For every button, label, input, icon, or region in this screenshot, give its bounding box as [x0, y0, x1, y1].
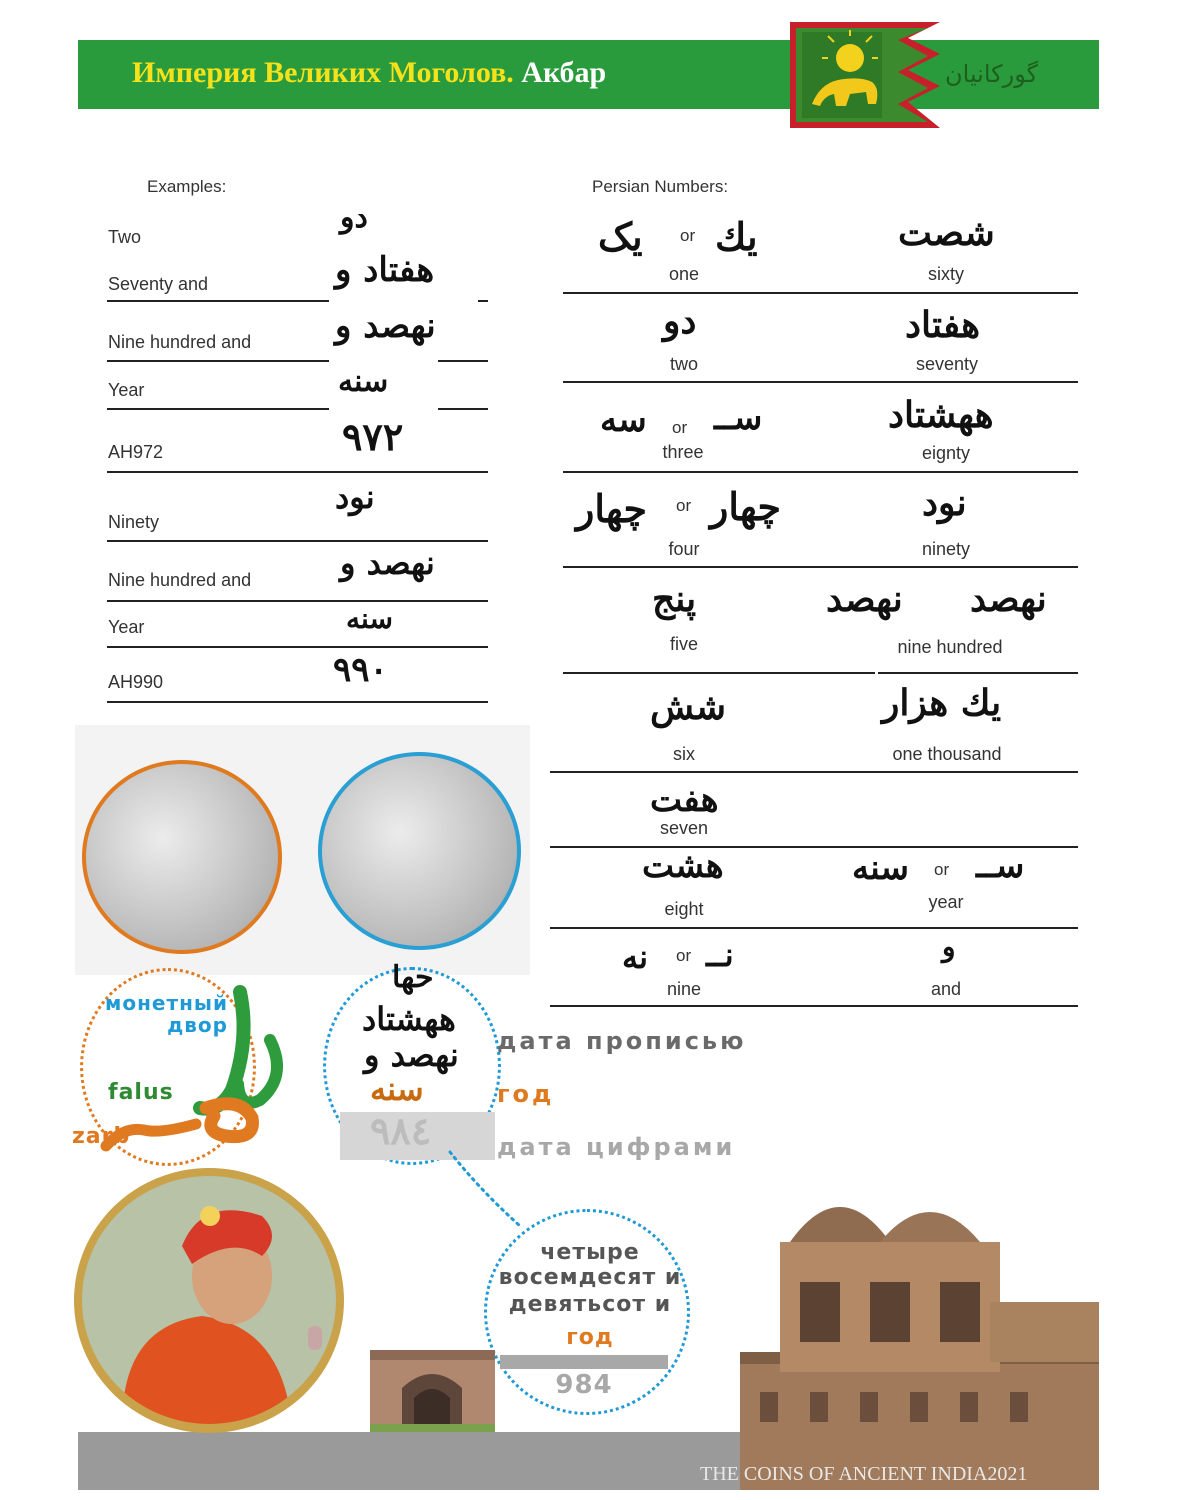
translation-line: четыре [540, 1240, 640, 1265]
numeral-label: seven [659, 818, 709, 838]
numeral-arabic: هفت [650, 780, 719, 820]
numeral-arabic-alt: یک [598, 214, 643, 259]
number-bar [500, 1355, 668, 1369]
mint-calligraphy-icon [100, 980, 295, 1155]
numeral-arabic: يك هزار [882, 682, 1002, 724]
date-script-line: حها [392, 960, 434, 995]
or-label: or [934, 860, 950, 879]
date-digits-glyph: ٩٨٤ [370, 1108, 432, 1153]
divider [550, 771, 1078, 773]
divider [107, 300, 329, 302]
divider [563, 471, 1078, 473]
numeral-arabic: دو [663, 300, 697, 342]
divider [438, 408, 488, 410]
divider [107, 701, 488, 703]
numeral-label: year [928, 892, 964, 912]
example-label: Year [108, 617, 145, 637]
or-label: or [680, 226, 696, 245]
divider [878, 672, 1078, 674]
numeral-label: nine hundred [897, 637, 1003, 657]
year-label: год [497, 1080, 555, 1108]
example-label: Two [108, 227, 142, 247]
coin-obverse-image [82, 760, 282, 954]
translation-year: год [566, 1325, 614, 1350]
numeral-arabic-alt: نهصد [970, 578, 1047, 620]
example-arabic: نهصد و [340, 544, 435, 582]
divider [478, 300, 488, 302]
numeral-arabic: نهصد [826, 578, 903, 620]
numeral-arabic: ســ [714, 398, 763, 438]
example-label: Nine hundred and [108, 570, 252, 590]
fort-gate-image [370, 1340, 495, 1432]
numeral-label: six [673, 744, 695, 764]
numeral-label: eignty [921, 443, 971, 463]
date-digits-label: дата цифрами [497, 1133, 736, 1161]
example-label: AH972 [108, 442, 164, 462]
example-arabic: هفتاد و [335, 250, 435, 290]
numeral-label: four [668, 539, 700, 559]
numeral-arabic: هشت [642, 846, 724, 886]
numeral-arabic: ســ [976, 846, 1025, 886]
or-label: or [676, 946, 692, 965]
or-label: or [676, 496, 692, 515]
divider [563, 672, 875, 674]
flag-caption: گورکانیان [945, 60, 1039, 88]
numeral-arabic: يك [715, 214, 758, 259]
example-label: AH990 [108, 672, 164, 692]
example-arabic: نود [335, 478, 375, 516]
numeral-arabic: شش [650, 686, 727, 728]
divider [550, 927, 1078, 929]
divider [107, 408, 329, 410]
lion-sun-flag-icon [790, 22, 940, 128]
numeral-label: two [669, 354, 698, 374]
page-title [132, 56, 606, 90]
footer-credit: THE COINS OF ANCIENT INDIA2021 [700, 1463, 1028, 1485]
example-arabic-digits: ٩٩٠ [333, 650, 388, 690]
date-number: 984 [555, 1370, 613, 1400]
translation-line: восемдесят и [498, 1265, 682, 1290]
numeral-label: one [668, 264, 700, 284]
numeral-label: nine [666, 979, 702, 999]
falus-label: falus [108, 1080, 174, 1105]
numeral-arabic: ههشتاد [888, 394, 994, 436]
palace-image [740, 1172, 1099, 1490]
numeral-label: ninety [921, 539, 971, 559]
numeral-arabic: نــ [706, 936, 734, 974]
example-arabic: نهصد و [335, 306, 436, 346]
divider [107, 540, 488, 542]
numeral-arabic: چهار [710, 484, 781, 529]
numeral-arabic-alt: نه [622, 938, 649, 976]
connector-dots [440, 1150, 530, 1230]
title-main: Империя Великих Моголов. [132, 56, 514, 89]
numeral-arabic: شصت [898, 212, 995, 254]
numeral-label: eight [664, 899, 704, 919]
numeral-label: seventy [915, 354, 979, 374]
numeral-arabic-alt: چهار [576, 486, 647, 531]
divider [563, 566, 1078, 568]
example-arabic-digits: ٩٧٢ [342, 414, 404, 459]
numeral-arabic: و [942, 930, 956, 963]
akbar-portrait-image [82, 1176, 336, 1425]
divider [107, 646, 488, 648]
example-arabic: سنه [346, 602, 393, 635]
divider [107, 360, 329, 362]
coin-reverse-image [318, 752, 521, 950]
numeral-label: sixty [928, 264, 964, 284]
numeral-arabic-alt: سه [600, 400, 647, 440]
example-label: Ninety [108, 512, 160, 532]
example-arabic: دو [340, 200, 368, 235]
or-label: or [672, 418, 688, 437]
date-script-year: سنه [370, 1070, 424, 1108]
numeral-arabic: پنج [652, 578, 697, 620]
numeral-label: and [930, 979, 962, 999]
numeral-label: three [662, 442, 704, 462]
divider [107, 600, 488, 602]
zarb-label: zarb [72, 1124, 131, 1149]
divider [550, 1005, 1078, 1007]
date-words-label: дата прописью [497, 1027, 747, 1055]
date-script-line: نهصد و [364, 1036, 459, 1074]
date-script-line: ههشتاد [362, 1000, 456, 1038]
numeral-arabic-alt: سنه [852, 848, 909, 888]
persian-numbers-heading: Persian Numbers: [592, 177, 729, 196]
translation-line: девятьсот и [508, 1292, 672, 1317]
numeral-arabic: هفتاد [905, 304, 981, 346]
numeral-arabic: نود [922, 482, 967, 524]
example-label: Seventy and [108, 274, 209, 294]
divider [563, 381, 1078, 383]
numeral-label: one thousand [892, 744, 1002, 764]
example-label: Year [108, 380, 145, 400]
divider [438, 360, 488, 362]
title-ruler-name: Акбар [521, 56, 607, 89]
numeral-label: five [669, 634, 698, 654]
example-arabic: سنه [338, 364, 389, 399]
example-label: Nine hundred and [108, 332, 252, 352]
divider [563, 292, 1078, 294]
mint-label: монетный двор [105, 991, 228, 1037]
divider [107, 471, 488, 473]
examples-heading: Examples: [147, 177, 227, 196]
